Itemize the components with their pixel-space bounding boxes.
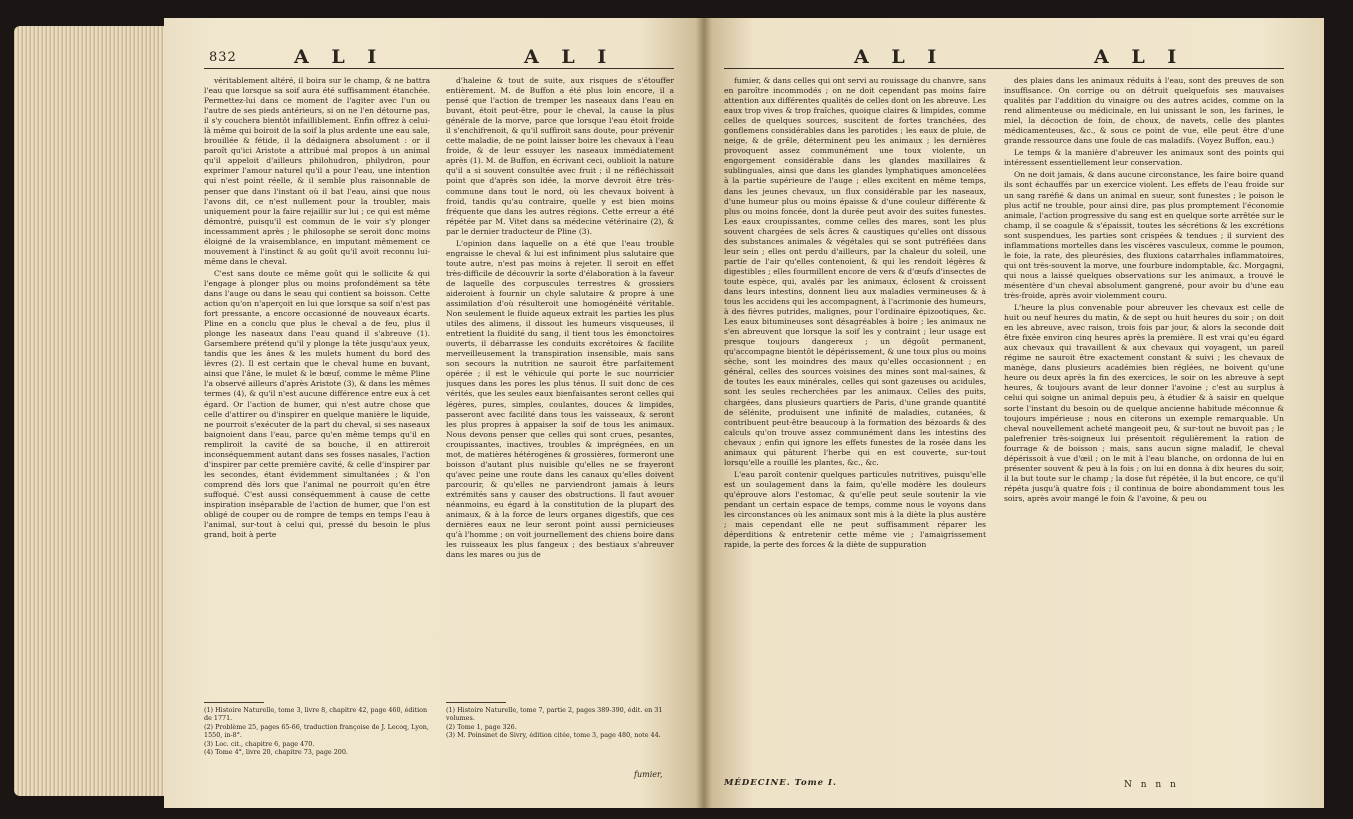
header-rule <box>204 68 674 69</box>
footnote: (1) Histoire Naturelle, tome 3, livre 8, chapitre 42, page 460, édition de 1771. <box>204 706 428 723</box>
paragraph: L'opinion dans laquelle on a été que l'eau trouble engraisse le cheval & lui est infiniment plus salutaire que toute autre, n'est pas moins à rejeter. Il seroit en effet très-difficile de découvrir la sorte d'élaboration à la faveur de laquelle des corpuscules terrestres & grossiers aideroient à fournir un chyle salutaire & propre à une assimilation d'où résulteroit une homogénéité véritable. Non seulement le fluide aqueux extrait les parties les plus utiles des alimens, il dissout les humeurs visqueuses, il entretient la fluidité du sang, il tient tous les émonctoires ouverts, il débarrasse les conduits excrétoires & facilite merveilleusement la transpiration insensible, mais sans son secours la nutrition ne sauroit être parfaitement opérée ; il est le véhicule qui porte le suc nourricier jusques dans les pores les plus ténus. Il suit donc de ces vérités, que les seules eaux bienfaisantes seront celles qui légères, pures, simples, coulantes, douces & limpides, passeront avec facilité dans tous les vaisseaux, & seront les plus propres à appaiser la soif de tous les animaux. Nous devons penser que celles qui sont crues, pesantes, croupissantes, inactives, troubles & imprégnées, en un mot, de matières hétérogènes & grossières, formeront une boisson d'autant plus nuisible qu'elles ne se frayeront qu'avec peine une route dans les canaux qu'elles doivent parcourir, & qu'elles ne parviendront jamais à leurs extrémités sans y causer des obstructions. Il faut avouer néanmoins, eu égard à la constitution de la plupart des animaux, & à la force de leurs organes digestifs, que ces dernières eaux ne leur seront point aussi pernicieuses qu'à l'homme ; on voit journellement des chiens boire dans les ruisseaux les plus fangeux ; des bestiaux s'abreuver dans les mares ou jus de <box>446 238 674 560</box>
footnote: (4) Tome 4°, livre 20, chapitre 73, page 200. <box>204 748 348 757</box>
left-header-title-1: A L I <box>294 46 385 68</box>
left-header-title-2: A L I <box>524 46 615 68</box>
left-page-footnotes-2 <box>446 706 674 776</box>
footnote: (3) M. Poinsinet de Sivry, édition citée, tome 3, page 480, note 44. <box>446 731 661 740</box>
right-header-title-2: A L I <box>1094 46 1185 68</box>
left-page-header <box>164 44 704 70</box>
left-page-column-1 <box>204 76 430 696</box>
right-page-column-2 <box>1004 76 1284 776</box>
left-page <box>164 18 704 808</box>
catchword: fumier, <box>634 770 663 779</box>
running-foot: MÉDECINE. Tome I. <box>724 778 837 788</box>
paragraph: d'haleine & tout de suite, aux risques de s'étouffer entièrement. M. de Buffon a été plus loin encore, il a pensé que l'action de tremper les naseaux dans l'eau en buvant, étoit peut-être, pour le cheval, la cause la plus générale de la morve, parce que lorsque l'eau étoit froide il s'enchifrenoit, & qu'il suffiroit sans doute, pour prévenir cette maladie, de ne point laisser boire les chevaux à l'eau froide, & de leur essuyer les naseaux immédiatement après (1). M. de Buffon, en écrivant ceci, oublioit la nature qu'il a si souvent consultée avec fruit ; il ne réfléchissoit point que d'après son idée, la morve devroit être très-commune dans tout le nord, où les chevaux boivent à froid, tandis qu'au contraire, quelle y est bien moins fréquente que dans les autres régions. Cette erreur a été répétée par M. Vitet dans sa médecine vétérinaire (2), & par le dernier traducteur de Pline (3). <box>446 76 674 236</box>
paragraph: L'eau paroît contenir quelques particules nutritives, puisqu'elle est un soulagement dans la faim, qu'elle modère les douleurs qu'éprouve alors l'estomac, & qu'elle peut seule soutenir la vie pendant un certain espace de temps, comme nous le voyons dans les circonstances où les animaux sont mis à la diète la plus austère ; mais cependant elle ne peut suffisamment réparer les déperditions & entretenir cette même vie ; l'amaigrissement rapide, la perte des forces & la diète de suppuration <box>724 469 986 550</box>
paragraph: On ne doit jamais, & dans aucune circonstance, les faire boire quand ils sont échauffés par un exercice violent. Les effets de l'eau froide sur un sang raréfié & dans un animal en sueur, sont funestes ; le poison le plus actif ne trouble, pour ainsi dire, pas plus promptement l'économie animale, l'action progressive du sang est en quelque sorte arrêtée sur le champ, il se coagule & s'épaissit, toutes les sécrétions & les excrétions sont suspendues, les parties sont crispées & tendues ; il survient des inflammations mortelles dans les viscères vasculeux, comme le poumon, le foie, la rate, des pleurésies, des fluxions catarrhales inflammatoires, qui ont très-souvent la morve, une fourbure indomptable, &c. Morgagni, qui nous a laissé quelques observations sur les animaux, a trouvé le mésentère d'un cheval absolument gangrené, pour avoir bu d'une eau très-froide, après avoir violemment couru. <box>1004 170 1284 300</box>
paragraph: L'heure la plus convenable pour abreuver les chevaux est celle de huit ou neuf heures du matin, & de sept ou huit heures du soir ; on doit en les abreuve, avec raison, trois fois par jour, & alors la seconde doit être fixée environ cinq heures après la première. Il est vrai qu'eu égard aux chevaux qui travaillent & aux chevaux qui voyagent, un pareil régime ne sauroit être exactement constant & suivi ; les chevaux de manège, dans plusieurs académies bien réglées, ne boivent qu'une heure ou deux après la fin des exercices, le soir on les abreuve à sept heures, & toujours avant de leur donner l'avoine ; c'est au surplus à celui qui soigne un animal depuis peu, à étudier & à saisir en quelque sorte l'instant du besoin ou de quelque ancienne habitude méconnue & toujours impérieuse ; nous en citerons un exemple remarquable. Un cheval nouvellement acheté mangeoit peu, & sur-tout ne buvoit pas ; le palefrenier très-soigneux lui présentoit régulièrement la ration de fourrage & de boisson ; mais, sans aucun signe maladif, le cheval dépérissoit à vue d'œil ; on le mit à l'eau blanche, on ordonna de lui en présenter souvent & peu à la fois ; on lui en donna à dix heures du soir, il la but toute sur le champ ; la dose fut répétée, il la but encore, ce qu'il répéta jusqu'à quatre fois ; il continua de boire abondamment tous les soirs, après avoir mangé le foin & l'avoine, & peu ou <box>1004 303 1284 503</box>
footnote: (2) Problème 25, pages 65-66, traduction françoise de J. Lecoq, Lyon, 1550, in-8°. <box>204 722 429 740</box>
paragraph: fumier, & dans celles qui ont servi au rouissage du chanvre, sans en paroître incommodés ; on ne doit cependant pas moins faire attention aux différentes qualités de celles dont on les abreuve. Les eaux trop vives & trop fraîches, quoique claires & limpides, comme celles de quelques sources, suscitent de fortes tranchées, des gonflemens considérables dans les parotides ; les eaux de pluie, de neige, & de grêle, déterminent peu les animaux ; les dernières provoquent assez communément une toux violente, un engorgement considérable dans les glandes maxillaires & sublinguales, ainsi que dans les glandes lymphatiques amoncelées à la partie supérieure de l'auge ; elles excitent en même temps, dans les jeunes chevaux, un flux considérable par les naseaux, d'une humeur plus ou moins épaisse & d'une couleur différente & plus ou moins foncée, dont la durée peut avoir des suites funestes. Les eaux croupissantes, comme celles des mares, sont les plus souvent chargées de sels âcres & caustiques qu'elles ont dissous des substances animales & végétales qui se sont putréfiées dans leur sein ; elles ont perdu d'ailleurs, par la chaleur du soleil, une partie de l'air qu'elles contenoient, & qui les rendoit légères & digestibles ; elles fourmillent encore de vers & d'œufs d'insectes de toute espèce, qui, avalés par les animaux, éclosent & croissent dans leurs intestins, donnent lieu aux maladies vermineuses & à tous les accidens qui les accompagnent, à l'acrimonie des humeurs, à des fièvres putrides, malignes, pour l'ordinaire épizootiques, &c. Les eaux bitumineuses sont désagréables à boire ; les animaux ne s'en abreuvent que lorsque la soif les y contraint ; leur usage est presque toujours dangereux ; un dégoût permanent, qu'accompagne bientôt le dépérissement, & une toux plus ou moins sèche, sont les moindres des maux qu'elles occasionnent ; en général, celles des sources voisines des mines sont mal-saines, & de toutes les eaux minérales, celles qui sont gazeuses ou acidules, sont les seules recherchées par les animaux. Celles des puits, chargées, dans plusieurs quartiers de Paris, d'une grande quantité de sélénite, produisent une infinité de maladies, cutanées, & contribuent peut-être beaucoup à la formation des bézoards & des calculs qu'on trouve assez communément dans les intestins des chevaux ; enfin qui ignore les effets funestes de la rosée dans les animaux qui pâturent l'herbe qui en est couverte, sur-tout lorsqu'elle a rouillé les plantes, &c., &c. <box>724 76 986 467</box>
footnote: (1) Histoire Naturelle, tome 7, partie 2, pages 389-390, édit. en 31 volumes. <box>446 706 663 723</box>
right-header-title-1: A L I <box>854 46 945 68</box>
header-rule <box>724 68 1284 69</box>
open-book <box>14 18 1336 808</box>
left-page-footnotes-1 <box>204 706 430 786</box>
signature-mark: N n n n <box>1124 780 1179 790</box>
paragraph: Le temps & la manière d'abreuver les animaux sont des points qui intéressent essentiellement leur conservation. <box>1004 148 1284 168</box>
page-stack-edge <box>14 26 164 796</box>
paragraph: véritablement altéré, il boira sur le champ, & ne battra l'eau que lorsque sa soif aura été suffisamment étanchée. Permettez-lui dans ce moment de l'agiter avec l'un ou l'autre de ses pieds antérieurs, si on ne l'en détourne pas, il s'y couchera bientôt infailliblement. Enfin offrez à celui-là même qui boiroit de la soif la plus ardente une eau sale, brouillée & fétide, il la dédaignera absolument : or il paroît qu'ici Aristote a attribué mal propos à un animal qu'il appeloit d'ailleurs philohudron, philydron, pour exprimer l'amour naturel qu'il a pour l'eau, une intention qui n'est point réelle, & il semble plus raisonnable de penser que dans l'instant où il bat l'eau, ainsi que nous l'avons dit, ce n'est nullement pour la troubler, mais uniquement pour la faire rejaillir sur lui ; ce qui est même démontré, puisqu'il est commun de le voir s'y plonger incessamment après ; le philosophe se seroit donc moins éloigné de la vraisemblance, en imputant mêmement ce mouvement à l'instinct & au goût qu'il avoit reconnu lui-même dans le cheval. <box>204 76 430 266</box>
right-page-column-1 <box>724 76 986 776</box>
footnote: (2) Tome 1, page 326. <box>446 722 517 731</box>
footnote-rule <box>204 702 264 703</box>
page-number: 832 <box>209 50 237 65</box>
book-gutter <box>696 18 712 808</box>
right-page-header <box>704 44 1324 70</box>
footnote: (3) Loc. cit., chapitre 6, page 470. <box>204 739 315 748</box>
footnote-rule <box>446 702 506 703</box>
right-page <box>704 18 1324 808</box>
paragraph: C'est sans doute ce même goût qui le sollicite & qui l'engage à plonger plus ou moins profondément sa tête dans l'auge ou dans le seau qui contient sa boisson. Cette action qu'on n'aperçoit en lui que lorsque sa soif n'est pas fort pressante, a encore occasionné de nouveaux écarts. Pline en a conclu que plus le cheval a de feu, plus il plonge les naseaux dans l'eau quand il s'abreuve (1). Garsembere prétend qu'il y plonge la tête jusqu'aux yeux, tandis que les ânes & les mulets hument du bord des lèvres (2). Il est certain que le cheval hume en buvant, ainsi que l'âne, le mulet & le bœuf, comme le même Pline l'a observé ailleurs d'après Aristote (3), & dans les mêmes termes (4), & qu'il n'est aucune différence entre eux à cet égard. Or l'action de humer, qui n'est autre chose que celle d'attirer ou d'inspirer en quelque manière le liquide, ne pourroit s'exécuter de la part du cheval, si ses naseaux baignoient dans l'eau, parce qu'en même temps qu'il en rempliroit la cavité de sa bouche, il en attireroit inconséquemment autant dans ses fosses nasales, l'action d'inspirer par cette première cavité, & celle d'inspirer par les secondes, étant évidemment simultanées ; & l'on comprend dès lors que l'animal ne pourroit qu'en être suffoqué. C'est aussi conséquemment à cause de cette inspiration inséparable de l'action de humer, que l'on est obligé de couper ou de rompre de temps en temps l'eau à l'animal, sur-tout à celui qui, pressé du besoin le plus grand, boit à perte <box>204 268 430 540</box>
left-page-column-2 <box>446 76 674 696</box>
paragraph: des plaies dans les animaux réduits à l'eau, sont des preuves de son insuffisance. On corrige ou on détruit quelquefois ses mauvaises qualités par l'addition du vinaigre ou des autres acides, comme on la rend alimenteuse ou médicinale, en lui unissant le son, les farines, le miel, la décoction de foin, de choux, de navets, celle des plantes médicamenteuses, &c., & sous ce point de vue, elle peut être d'une grande ressource dans une foule de cas maladifs. (Voyez Buffon, eau.) <box>1004 76 1284 146</box>
